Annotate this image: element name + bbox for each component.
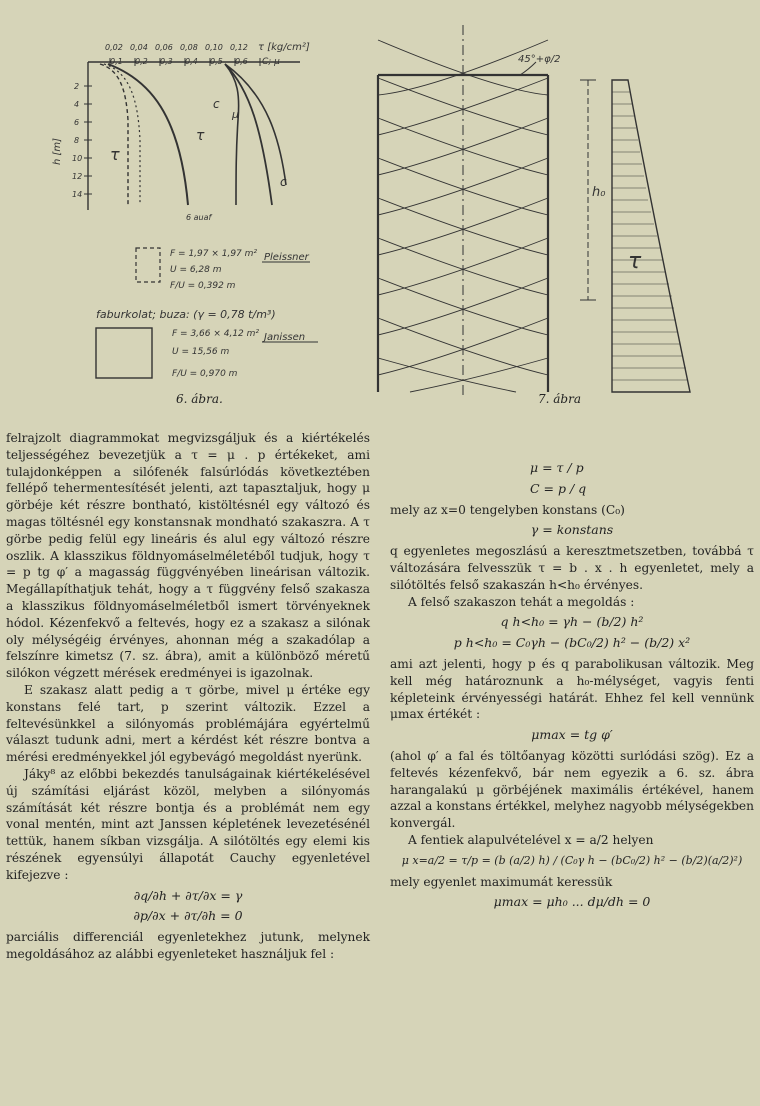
equation-mu-max: μmax = tg φ′	[531, 727, 613, 743]
equation-q: q h<h₀ = γh − (b/2) h²	[500, 614, 644, 630]
pleissner-name: Pleissner	[264, 252, 309, 263]
curve-label-tau-mid: τ	[196, 128, 205, 144]
tau-tick-4: 0,10	[205, 43, 223, 52]
curve-label-mu: μ	[232, 108, 239, 121]
figures-svg	[0, 0, 760, 420]
tau-tick-0: 0,02	[105, 43, 123, 52]
equation-c: C = p / q	[530, 480, 587, 496]
c-tick-3: 0,4	[185, 57, 198, 66]
curve-label-c-right: c	[280, 175, 287, 189]
figure-6-bottom-label: 6 auaf	[186, 213, 212, 222]
figure-6-caption: 6. ábra.	[176, 392, 223, 406]
right-paragraph-7: mely egyenlet maximumát keressük	[390, 874, 613, 889]
pleissner-FU: F/U = 0,392 m	[170, 281, 236, 291]
right-paragraph-4: ami azt jelenti, hogy p és q parabolikusan változik. Meg kell még határoznunk a h₀-mélységet, vagyis fenti képleteink érvényességi határát. Ehhez fel kell vennünk μmax értékét :	[390, 656, 754, 722]
equation-cauchy-2: ∂p/∂x + ∂τ/∂h = 0	[133, 908, 243, 924]
depth-tick-2: 6	[74, 118, 80, 127]
tau-tick-1: 0,04	[130, 43, 148, 52]
depth-tick-5: 12	[72, 172, 83, 181]
tau-tick-2: 0,06	[155, 43, 173, 52]
c-tick-1: 0,2	[135, 57, 148, 66]
h0-label: h₀	[592, 185, 606, 200]
right-paragraph-1: mely az x=0 tengelyben konstans (C₀)	[390, 502, 625, 517]
equation-mu: μ = τ / p	[530, 460, 584, 475]
equation-final: μmax = μh₀ ... dμ/dh = 0	[493, 894, 651, 910]
c-tick-2: 0,3	[160, 57, 173, 66]
figure-7-diagram	[378, 25, 690, 395]
equation-cauchy-1: ∂q/∂h + ∂τ/∂x = γ	[133, 887, 243, 903]
equation-gamma: γ = konstans	[530, 522, 614, 538]
curve-label-c-top: c	[213, 97, 220, 111]
c-axis-label: C; μ	[262, 57, 280, 67]
figure-6-labels	[52, 42, 310, 379]
equation-p: p h<h₀ = C₀γh − (bC₀/2) h² − (b/2) x²	[453, 635, 691, 651]
tau-tick-3: 0,08	[180, 43, 198, 52]
right-paragraph-5: (ahol φ′ a fal és töltőanyag közötti surlódási szög). Ez a feltevés kézenfekvő, bár nem egyezik a 6. sz. ábra harangalakú μ görbéjének maximális értékével, hanem azzal a konstans értékkel, melyhez nagyobb mélységekben konvergál.	[390, 748, 754, 831]
c-tick-0: 0,1	[110, 57, 123, 66]
curve-label-tau-left: τ	[110, 145, 120, 164]
left-column	[6, 430, 370, 963]
depth-tick-0: 2	[74, 82, 80, 91]
c-tick-5: 0,6	[235, 57, 248, 66]
left-paragraph-3: Jáky⁸ az előbbi bekezdés tanulságainak kiértékelésével új számítási eljárást közöl, melyben a silónyomás számítását két részre bontja és a problémát nem egy vonal mentén, mint azt Janssen képletének levezetésénél tettük, hanem síkban vizsgálja. A silótöltés egy elemi kis részének egyensúlyi állapotát Cauchy egyenletével kifejezve :	[6, 766, 370, 882]
janssen-name: Janissen	[264, 332, 306, 343]
lining-label: faburkolat; buza: (γ = 0,78 t/m³)	[96, 308, 276, 321]
depth-axis-label: h [m]	[52, 137, 63, 165]
depth-tick-6: 14	[72, 190, 83, 199]
right-paragraph-2: q egyenletes megoszlású a keresztmetszetben, továbbá τ változására felvesszük τ = b . x . h egyenletet, mely a silótöltés felső szakaszán h<h₀ érvényes.	[390, 544, 754, 592]
left-paragraph-1: felrajzolt diagrammokat megvizsgáljuk és a kiértékelés teljességéhez bevezetjük a τ = μ . p értékeket, ami tulajdonképpen a silófenék falsúrlódás következtében fellépő tehermentesítését jelenti, azt tapasztaljuk, hogy μ görbéje két részre bontható, kistöltésnél egy változó és magas töltésnél egy konstansnak mondható szakaszra. A τ görbe pedig felül egy lineáris és alul egy változó részre oszlik. A klasszikus földnyomáselméletéből tudjuk, hogy τ = p tg φ′ a magasság függvényében lineárisan változik. Megállapíthatjuk tehát, hogy a τ függvény felső szakasza a klasszikus földnyomáselméletből ismert törvényeknek hódol. Kézenfekvő a feltevés, hogy ez a szakasz a silónak oly mélységéig érvényes, ahonnan még a szakadólap a felszínre kimetsz (7. sz. ábra), amit a különböző méretű silókon végzett mérések eredményei is igazolnak.	[6, 431, 370, 681]
janssen-F: F = 3,66 × 4,12 m²	[172, 329, 260, 339]
tau-tick-5: 0,12	[230, 43, 248, 52]
left-paragraph-4: parciális differenciál egyenletekhez jutunk, melynek megoldásához az alábbi egyenleteket használjuk fel :	[6, 930, 370, 961]
tau-distribution-label: τ	[628, 249, 642, 274]
depth-tick-1: 4	[74, 100, 80, 109]
right-paragraph-6: A fentiek alapulvételével x = a/2 helyen	[408, 832, 654, 847]
left-paragraph-2: E szakasz alatt pedig a τ görbe, mivel μ értéke egy konstans felé tart, p szerint változik. Ezzel a feltevésünkkel a silónyomás problémájára egyértelmű választ tudunk adni, mert a kérdést két részre bontva a mérési eredményekkel jól egybevágó megoldást nyerünk.	[6, 682, 370, 765]
janssen-U: U = 15,56 m	[172, 347, 230, 357]
right-paragraph-3: A felső szakaszon tehát a megoldás :	[408, 594, 635, 609]
depth-tick-4: 10	[72, 154, 83, 163]
pleissner-U: U = 6,28 m	[170, 265, 222, 275]
right-column	[390, 456, 754, 915]
depth-tick-3: 8	[74, 136, 80, 145]
c-tick-4: 0,5	[210, 57, 223, 66]
figure-7-caption: 7. ábra	[538, 392, 581, 406]
equation-mu-x: μ x=a/2 = τ/p = (b (a/2) h) / (C₀γ h − (bC₀/2) h² − (b/2)(a/2)²)	[401, 853, 743, 867]
angle-label: 45°+φ/2	[518, 54, 561, 65]
tau-axis-label: τ [kg/cm²]	[258, 42, 310, 53]
pleissner-F: F = 1,97 × 1,97 m²	[170, 249, 258, 259]
janssen-FU: F/U = 0,970 m	[172, 369, 238, 379]
